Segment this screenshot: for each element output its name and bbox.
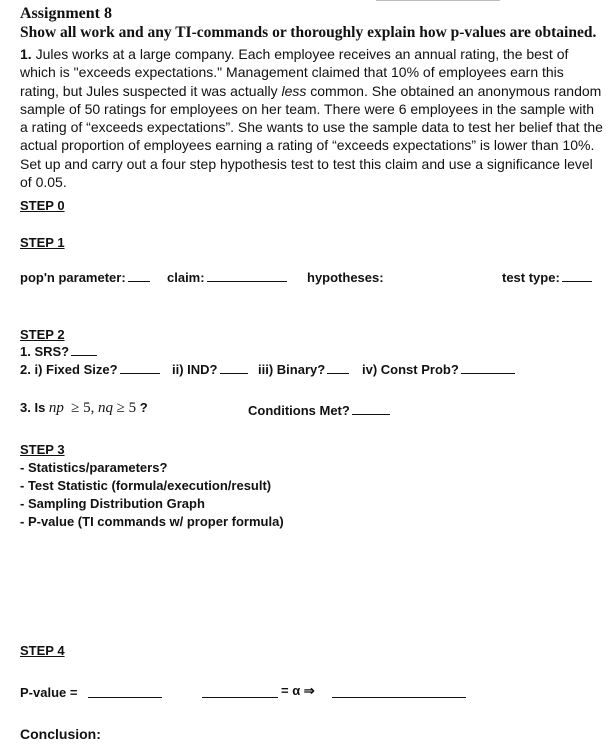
alpha-compare: = α ⇒ (281, 683, 315, 698)
srs-row: 1. SRS? (20, 344, 97, 359)
instructions: Show all work and any TI-commands or thoroughly explain how p-values are obtained. (20, 24, 597, 41)
step3-item-pvalue: - P-value (TI commands w/ proper formula) (20, 514, 284, 529)
const-prob-blank[interactable] (461, 372, 515, 374)
top-rule (376, 0, 500, 1)
step3-item-test-statistic: - Test Statistic (formula/execution/result) (20, 478, 272, 493)
fixed-size-row: 2. i) Fixed Size? (20, 362, 160, 377)
conditions-met-row: Conditions Met? (248, 403, 390, 418)
ind-blank[interactable] (220, 372, 248, 374)
pop-param-blank[interactable] (128, 280, 150, 282)
step3-heading: STEP 3 (20, 442, 65, 457)
pop-param-row: pop'n parameter: (20, 270, 150, 285)
pvalue-blank[interactable] (88, 697, 162, 698)
step4-heading: STEP 4 (20, 643, 65, 658)
pvalue-label: P-value = (20, 685, 78, 700)
step3-item-graph: - Sampling Distribution Graph (20, 496, 205, 511)
step2-heading: STEP 2 (20, 327, 65, 342)
alpha-compare-blank[interactable] (202, 697, 278, 698)
conditions-blank[interactable] (352, 413, 390, 415)
assignment-title: Assignment 8 (20, 5, 113, 22)
step0-heading: STEP 0 (20, 198, 65, 213)
decision-blank[interactable] (332, 697, 466, 698)
hypotheses-label: hypotheses: (307, 270, 384, 285)
problem-number: 1. (20, 46, 32, 62)
binary-row: iii) Binary? (258, 362, 349, 377)
ind-row: ii) IND? (172, 362, 248, 377)
binary-blank[interactable] (327, 372, 349, 374)
step1-heading: STEP 1 (20, 235, 65, 250)
step3-item-stats: - Statistics/parameters? (20, 460, 168, 475)
conclusion-label: Conclusion: (20, 726, 101, 742)
srs-blank[interactable] (71, 354, 97, 356)
np-nq-question: 3. Is np ≥ 5, nq ≥ 5 ? (20, 400, 148, 416)
const-prob-row: iv) Const Prob? (362, 362, 515, 377)
claim-blank[interactable] (207, 280, 287, 282)
test-type-blank[interactable] (562, 280, 592, 282)
fixed-size-blank[interactable] (120, 372, 160, 374)
claim-row: claim: (167, 270, 287, 285)
problem-text: 1. Jules works at a large company. Each employee receives an annual rating, the best of which is "exceeds expectations." Management claimed that 10% of employees earn this rating, but Jules suspected it was actually less common. She obtained an anonymous random sample of 50 ratings for employees on her team. There were 6 employees in the sample with a rating of “exceeds expectations”. She wants to use the sample data to test her belief that the actual proportion of employees earning a rating of “exceeds expectations” is lower than 10%. Set up and carry out a four step hypothesis test to test this claim and use a significance level of 0.05. (20, 46, 603, 191)
test-type-row: test type: (502, 270, 592, 285)
